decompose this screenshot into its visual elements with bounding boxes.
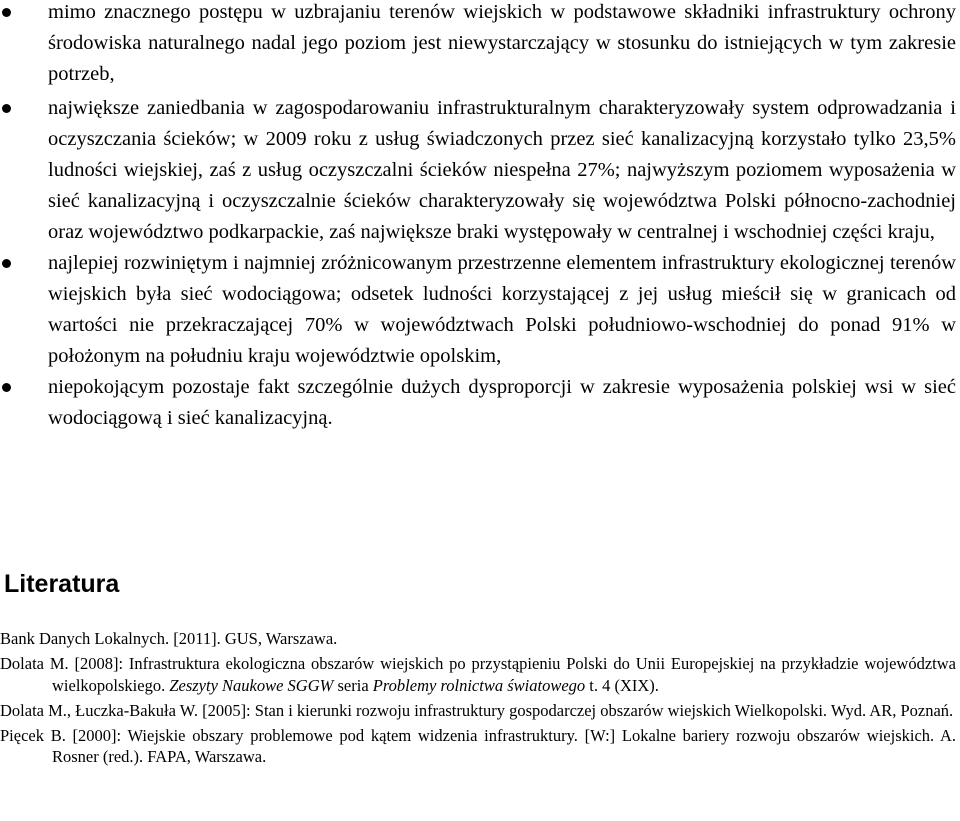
bullet-dot-icon (2, 383, 11, 392)
bullet-item (0, 248, 956, 372)
reference-text: Dolata M. [2008]: Infrastruktura ekologiczna obszarów wiejskich po przystąpieniu Polski do Unii Europejskiej na przykładzie województwa wielkopolskiego. (0, 654, 956, 695)
reference-item (0, 653, 956, 696)
series-title: Problemy rolnictwa światowego (372, 675, 586, 695)
reference-text: Bank Danych Lokalnych. [2011]. GUS, Warszawa. (0, 629, 338, 648)
bullet-text: najlepiej rozwiniętym i najmniej zróżnicowanym przestrzenne elementem infrastruktury ekologicznej terenów wiejskich była sieć wodociągowa; odsetek ludności korzystającej z jej usług mieścił się w granicach od wartości nie przekraczającej 70% w województwach Polski południowo-wschodniej do ponad 91% w położonym na południu kraju województwie opolskim, (48, 252, 956, 367)
bullet-item (0, 372, 956, 434)
bullet-text: mimo znacznego postępu w uzbrajaniu terenów wiejskich w podstawowe składniki infrastruktury ochrony środowiska naturalnego nadal jego poziom jest niewystarczający w stosunku do istniejących w tym zakresie potrzeb, (48, 1, 956, 85)
bullet-item (0, 93, 956, 248)
reference-text: seria (333, 675, 373, 695)
reference-item (0, 700, 956, 722)
bullet-dot-icon (2, 104, 11, 113)
bullet-text: niepokojącym pozostaje fakt szczególnie dużych dysproporcji w zakresie wyposażenia polskiej wsi w sieć wodociągową i sieć kanalizacyjną. (48, 376, 956, 429)
reference-text: Pięcek B. [2000]: Wiejskie obszary problemowe pod kątem widzenia infrastruktury. [W:] Lokalne bariery rozwoju obszarów wiejskich. A. Rosner (red.). FAPA, Warszawa. (0, 725, 956, 766)
reference-text: Dolata M., Łuczka-Bakuła W. [2005]: Stan i kierunki rozwoju infrastruktury gospodarczej obszarów wiejskich Wielkopolski. Wyd. AR, Poznań. (0, 700, 954, 720)
bullet-dot-icon (2, 8, 11, 17)
bullet-text: największe zaniedbania w zagospodarowaniu infrastrukturalnym charakteryzowały system odprowadzania i oczyszczania ścieków; w 2009 roku z usług świadczonych przez sieć kanalizacyjną korzystało tylko 23,5% ludności wiejskiej, zaś z usług oczyszczalni ścieków niespełna 27%; najwyższym poziomem wyposażenia w sieć kanalizacyjną i oczyszczalnie ścieków charakteryzowały się województwa Polski północno-zachodniej oraz województwo podkarpackie, zaś największe braki występowały w centralnej i wschodniej części kraju, (48, 97, 956, 243)
reference-text: t. 4 (XIX). (585, 675, 659, 695)
reference-item (0, 628, 956, 650)
reference-item (0, 725, 956, 768)
bullet-item (0, 0, 956, 90)
reference-list (0, 628, 956, 771)
literature-heading: Literatura (4, 570, 120, 598)
journal-title: Zeszyty Naukowe SGGW (169, 675, 334, 695)
bullet-dot-icon (2, 259, 11, 268)
